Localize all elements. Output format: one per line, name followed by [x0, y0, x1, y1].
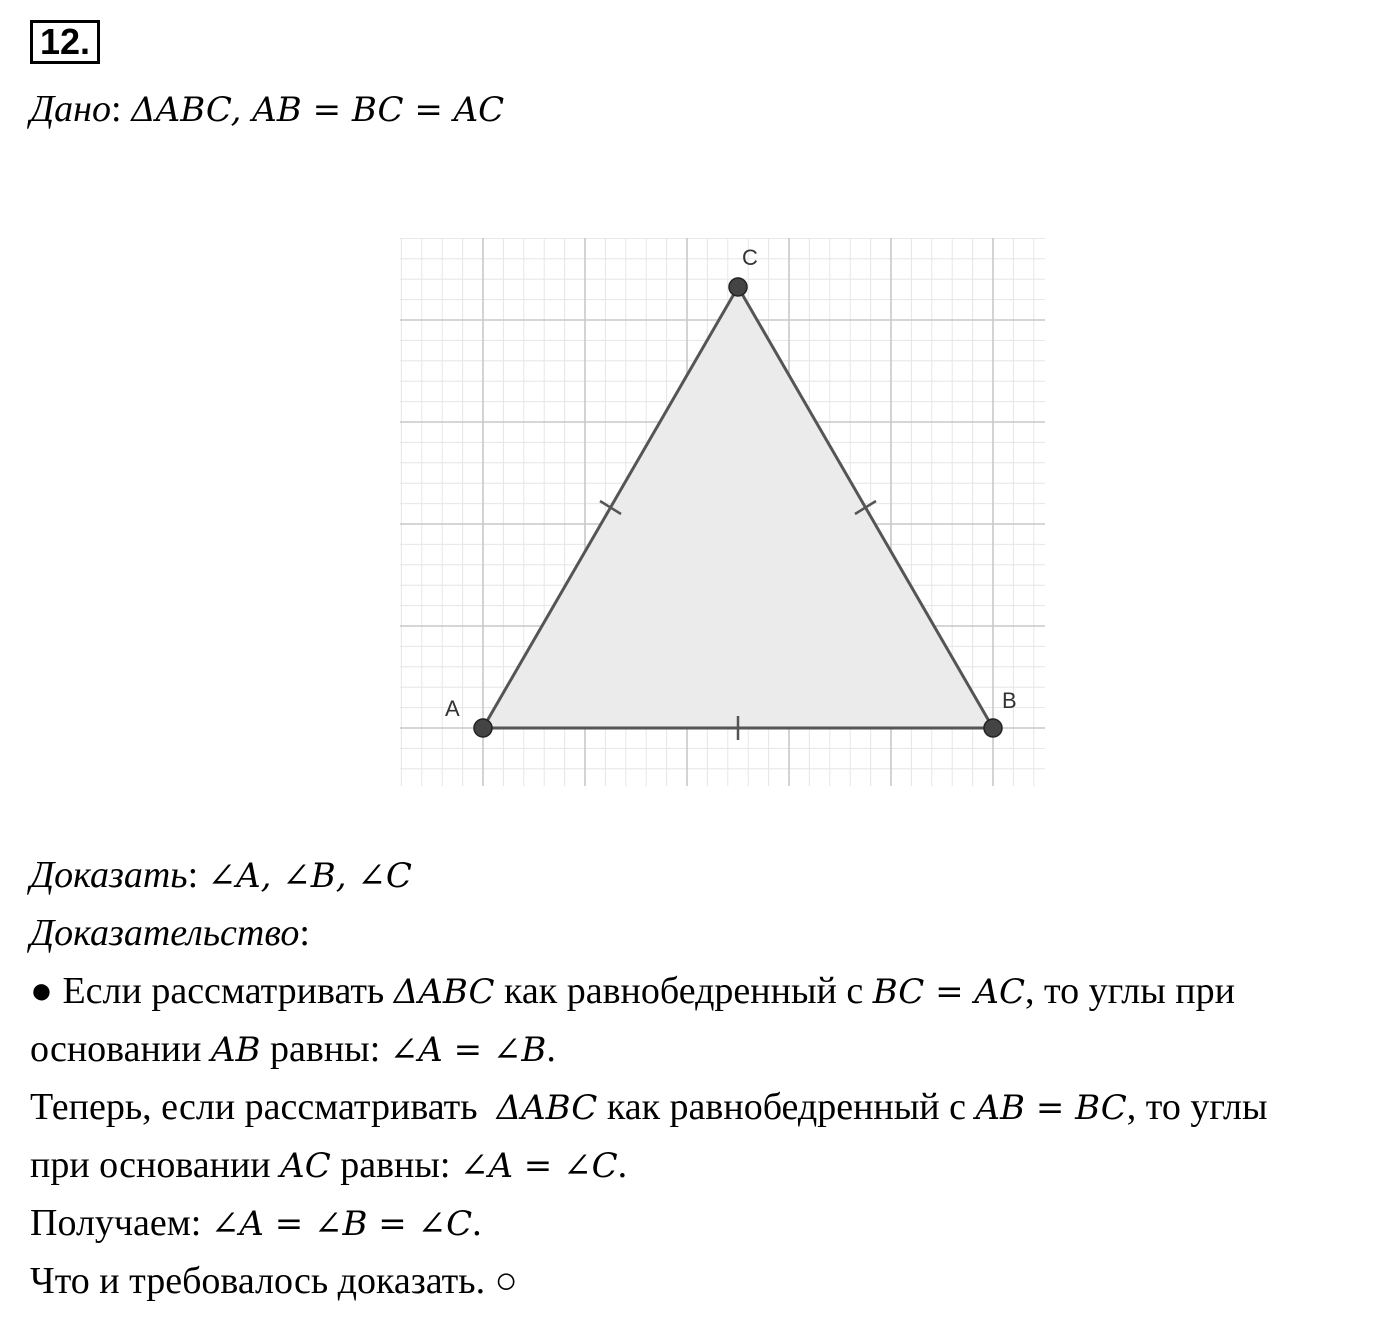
proof-text: основании	[30, 1028, 211, 1070]
proof-heading	[30, 910, 310, 956]
label-b: B	[1002, 688, 1017, 713]
prove-line	[30, 852, 412, 899]
proof-text: .	[617, 1144, 628, 1186]
proof-line-6	[30, 1258, 518, 1304]
proof-line-1	[30, 968, 1235, 1015]
proof-math: AB	[210, 1030, 261, 1070]
proof-math: ΔABC	[393, 972, 495, 1012]
proof-label: Доказательство	[30, 912, 300, 954]
proof-text: .	[472, 1202, 482, 1244]
prove-colon: :	[187, 854, 199, 896]
proof-math: AC	[280, 1146, 331, 1186]
point-c	[729, 278, 747, 296]
given-colon: :	[111, 88, 122, 130]
proof-conclusion: Что и требовалось доказать. ○	[30, 1260, 518, 1302]
proof-text: .	[546, 1028, 556, 1070]
point-b	[984, 719, 1002, 737]
proof-text: Получаем:	[30, 1202, 211, 1244]
given-label: Дано	[30, 88, 112, 130]
proof-math: ΔABC	[496, 1088, 598, 1128]
proof-text: как равнобедренный с	[494, 970, 873, 1012]
triangle-fill	[483, 287, 993, 728]
prove-math: ∠A, ∠B, ∠C	[207, 856, 412, 896]
proof-text: Теперь, если рассматривать	[30, 1086, 497, 1128]
given-math: ΔABC, AB = BC = AC	[131, 90, 505, 130]
label-c: C	[742, 245, 758, 270]
label-a: A	[445, 696, 460, 721]
proof-line-4	[30, 1142, 627, 1189]
proof-text: как равнобедренный с	[597, 1086, 976, 1128]
proof-line-5	[30, 1200, 482, 1247]
proof-text: , то углы	[1126, 1086, 1268, 1128]
proof-text: , то углы при	[1025, 970, 1235, 1012]
triangle-figure	[400, 238, 1045, 786]
proof-line-3	[30, 1084, 1268, 1131]
proof-text: равны:	[330, 1144, 460, 1186]
problem-number: 12.	[30, 20, 100, 64]
proof-text: ● Если рассматривать	[30, 970, 394, 1012]
point-a	[474, 719, 492, 737]
given-line	[30, 86, 504, 133]
proof-math: ∠A = ∠B	[389, 1030, 547, 1070]
proof-colon: :	[299, 912, 310, 954]
proof-math: ∠A = ∠B = ∠C	[210, 1204, 473, 1244]
proof-math: ∠A = ∠C	[459, 1146, 618, 1186]
proof-math: BC = AC	[872, 972, 1025, 1012]
proof-line-2	[30, 1026, 556, 1073]
proof-text: равны:	[260, 1028, 390, 1070]
proof-text: при основании	[30, 1144, 281, 1186]
prove-label: Доказать	[30, 854, 188, 896]
triangle-diagram	[400, 238, 1045, 786]
proof-math: AB = BC	[975, 1088, 1127, 1128]
